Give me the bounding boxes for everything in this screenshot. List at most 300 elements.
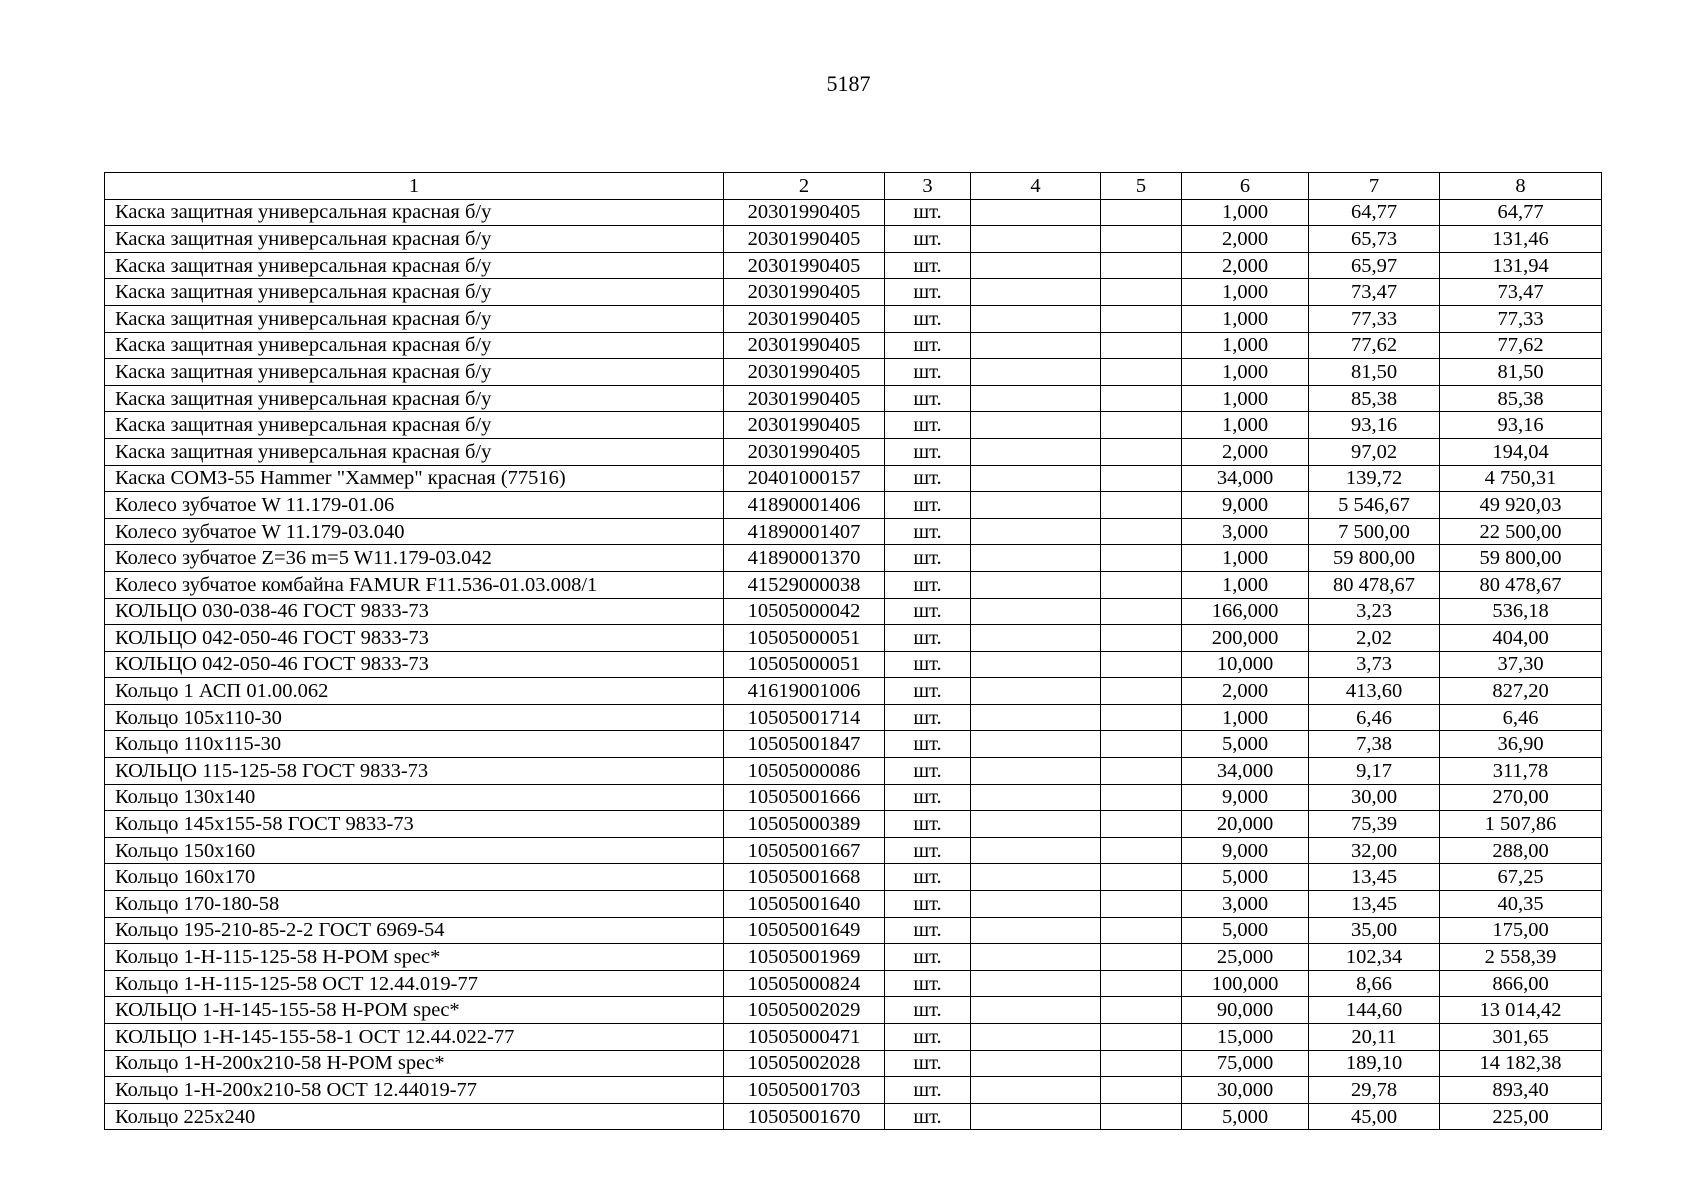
cell-quantity: 3,000: [1182, 518, 1309, 545]
cell-sum: 80 478,67: [1440, 571, 1602, 598]
table-row: [105, 359, 1602, 386]
cell-sum: 536,18: [1440, 598, 1602, 625]
table-row: [105, 571, 1602, 598]
cell-unit: шт.: [885, 465, 971, 492]
column-header: 7: [1309, 173, 1440, 200]
cell-code: 41890001407: [724, 518, 885, 545]
cell-sum: 77,62: [1440, 332, 1602, 359]
cell-col4: [971, 226, 1101, 253]
cell-col5: [1101, 1077, 1182, 1104]
cell-name: Кольцо 110х115-30: [105, 731, 724, 758]
cell-price: 97,02: [1309, 438, 1440, 465]
cell-name: Каска защитная универсальная красная б/у: [105, 412, 724, 439]
cell-col5: [1101, 758, 1182, 785]
cell-col5: [1101, 1103, 1182, 1130]
cell-col5: [1101, 279, 1182, 306]
cell-unit: шт.: [885, 305, 971, 332]
cell-quantity: 200,000: [1182, 625, 1309, 652]
cell-col5: [1101, 518, 1182, 545]
cell-col4: [971, 1050, 1101, 1077]
cell-col5: [1101, 997, 1182, 1024]
cell-price: 13,45: [1309, 891, 1440, 918]
cell-quantity: 15,000: [1182, 1024, 1309, 1051]
cell-quantity: 2,000: [1182, 678, 1309, 705]
cell-code: 10505000824: [724, 970, 885, 997]
cell-price: 6,46: [1309, 704, 1440, 731]
cell-col4: [971, 598, 1101, 625]
table-row: [105, 625, 1602, 652]
cell-name: Кольцо 1-Н-115-125-58 ОСТ 12.44.019-77: [105, 970, 724, 997]
cell-unit: шт.: [885, 891, 971, 918]
cell-price: 102,34: [1309, 944, 1440, 971]
cell-sum: 40,35: [1440, 891, 1602, 918]
cell-unit: шт.: [885, 226, 971, 253]
cell-sum: 404,00: [1440, 625, 1602, 652]
cell-quantity: 5,000: [1182, 917, 1309, 944]
cell-price: 9,17: [1309, 758, 1440, 785]
cell-sum: 49 920,03: [1440, 492, 1602, 519]
cell-name: Кольцо 1-Н-200х210-58 ОСТ 12.44019-77: [105, 1077, 724, 1104]
cell-col5: [1101, 226, 1182, 253]
cell-col4: [971, 279, 1101, 306]
cell-code: 10505000389: [724, 811, 885, 838]
cell-col4: [971, 1077, 1101, 1104]
cell-col4: [971, 731, 1101, 758]
cell-unit: шт.: [885, 1024, 971, 1051]
cell-sum: 893,40: [1440, 1077, 1602, 1104]
cell-unit: шт.: [885, 678, 971, 705]
cell-unit: шт.: [885, 492, 971, 519]
cell-price: 93,16: [1309, 412, 1440, 439]
cell-code: 20301990405: [724, 226, 885, 253]
cell-col5: [1101, 1024, 1182, 1051]
cell-quantity: 10,000: [1182, 651, 1309, 678]
table-row: [105, 465, 1602, 492]
cell-unit: шт.: [885, 412, 971, 439]
cell-sum: 36,90: [1440, 731, 1602, 758]
cell-code: 20301990405: [724, 438, 885, 465]
column-header: 2: [724, 173, 885, 200]
cell-sum: 81,50: [1440, 359, 1602, 386]
cell-name: Кольцо 1-Н-200х210-58 Н-РОМ spec*: [105, 1050, 724, 1077]
table-row: [105, 997, 1602, 1024]
cell-sum: 311,78: [1440, 758, 1602, 785]
cell-quantity: 1,000: [1182, 385, 1309, 412]
cell-col4: [971, 784, 1101, 811]
table-row: [105, 226, 1602, 253]
cell-code: 10505000086: [724, 758, 885, 785]
cell-unit: шт.: [885, 545, 971, 572]
cell-col4: [971, 1103, 1101, 1130]
cell-col4: [971, 412, 1101, 439]
cell-unit: шт.: [885, 385, 971, 412]
cell-col4: [971, 678, 1101, 705]
cell-code: 10505000042: [724, 598, 885, 625]
cell-code: 10505000051: [724, 625, 885, 652]
cell-price: 64,77: [1309, 199, 1440, 226]
cell-col5: [1101, 199, 1182, 226]
column-header: 6: [1182, 173, 1309, 200]
cell-name: Каска защитная универсальная красная б/у: [105, 385, 724, 412]
cell-col5: [1101, 252, 1182, 279]
cell-col5: [1101, 625, 1182, 652]
cell-unit: шт.: [885, 518, 971, 545]
table-row: [105, 332, 1602, 359]
table-row: [105, 1103, 1602, 1130]
cell-col5: [1101, 545, 1182, 572]
cell-unit: шт.: [885, 970, 971, 997]
cell-code: 10505001649: [724, 917, 885, 944]
cell-price: 75,39: [1309, 811, 1440, 838]
cell-quantity: 9,000: [1182, 784, 1309, 811]
cell-price: 32,00: [1309, 837, 1440, 864]
cell-unit: шт.: [885, 864, 971, 891]
table-row: [105, 279, 1602, 306]
cell-code: 10505001969: [724, 944, 885, 971]
cell-quantity: 1,000: [1182, 279, 1309, 306]
cell-quantity: 1,000: [1182, 199, 1309, 226]
cell-unit: шт.: [885, 944, 971, 971]
cell-price: 45,00: [1309, 1103, 1440, 1130]
cell-code: 41890001406: [724, 492, 885, 519]
cell-col4: [971, 837, 1101, 864]
cell-quantity: 5,000: [1182, 864, 1309, 891]
cell-name: КОЛЬЦО 1-Н-145-155-58 Н-РОМ spec*: [105, 997, 724, 1024]
table-row: [105, 758, 1602, 785]
cell-code: 10505002028: [724, 1050, 885, 1077]
table-body: [105, 199, 1602, 1130]
cell-unit: шт.: [885, 252, 971, 279]
cell-price: 65,73: [1309, 226, 1440, 253]
cell-code: 20301990405: [724, 252, 885, 279]
cell-unit: шт.: [885, 625, 971, 652]
cell-col5: [1101, 385, 1182, 412]
cell-sum: 225,00: [1440, 1103, 1602, 1130]
cell-col5: [1101, 917, 1182, 944]
cell-quantity: 1,000: [1182, 332, 1309, 359]
table-row: [105, 678, 1602, 705]
cell-code: 10505001640: [724, 891, 885, 918]
column-header: 8: [1440, 173, 1602, 200]
cell-sum: 827,20: [1440, 678, 1602, 705]
cell-price: 7,38: [1309, 731, 1440, 758]
cell-unit: шт.: [885, 811, 971, 838]
cell-unit: шт.: [885, 1103, 971, 1130]
cell-col5: [1101, 811, 1182, 838]
cell-col5: [1101, 864, 1182, 891]
cell-unit: шт.: [885, 997, 971, 1024]
cell-price: 59 800,00: [1309, 545, 1440, 572]
table-row: [105, 199, 1602, 226]
cell-code: 10505001714: [724, 704, 885, 731]
cell-quantity: 1,000: [1182, 305, 1309, 332]
column-header: 1: [105, 173, 724, 200]
cell-col5: [1101, 944, 1182, 971]
cell-col4: [971, 891, 1101, 918]
table-row: [105, 704, 1602, 731]
cell-code: 10505001703: [724, 1077, 885, 1104]
cell-code: 10505001666: [724, 784, 885, 811]
cell-code: 41529000038: [724, 571, 885, 598]
cell-quantity: 20,000: [1182, 811, 1309, 838]
cell-price: 413,60: [1309, 678, 1440, 705]
cell-name: Кольцо 150х160: [105, 837, 724, 864]
cell-name: Кольцо 195-210-85-2-2 ГОСТ 6969-54: [105, 917, 724, 944]
cell-sum: 77,33: [1440, 305, 1602, 332]
cell-code: 10505001668: [724, 864, 885, 891]
cell-name: Каска защитная универсальная красная б/у: [105, 226, 724, 253]
cell-name: КОЛЬЦО 115-125-58 ГОСТ 9833-73: [105, 758, 724, 785]
page-number: 5187: [826, 71, 871, 96]
cell-name: Кольцо 145х155-58 ГОСТ 9833-73: [105, 811, 724, 838]
cell-col4: [971, 651, 1101, 678]
cell-unit: шт.: [885, 571, 971, 598]
cell-sum: 13 014,42: [1440, 997, 1602, 1024]
cell-sum: 270,00: [1440, 784, 1602, 811]
cell-unit: шт.: [885, 651, 971, 678]
cell-col4: [971, 704, 1101, 731]
cell-col5: [1101, 651, 1182, 678]
cell-col4: [971, 385, 1101, 412]
cell-name: Кольцо 130х140: [105, 784, 724, 811]
cell-name: Каска защитная универсальная красная б/у: [105, 199, 724, 226]
table-row: [105, 917, 1602, 944]
table-row: [105, 412, 1602, 439]
cell-unit: шт.: [885, 1077, 971, 1104]
cell-col4: [971, 252, 1101, 279]
cell-name: Колесо зубчатое Z=36 m=5 W11.179-03.042: [105, 545, 724, 572]
table-row: [105, 438, 1602, 465]
cell-col5: [1101, 412, 1182, 439]
cell-code: 10505000051: [724, 651, 885, 678]
cell-quantity: 90,000: [1182, 997, 1309, 1024]
cell-name: Кольцо 1-Н-115-125-58 Н-РОМ spec*: [105, 944, 724, 971]
cell-col5: [1101, 305, 1182, 332]
cell-name: Каска защитная универсальная красная б/у: [105, 252, 724, 279]
cell-quantity: 9,000: [1182, 492, 1309, 519]
cell-col4: [971, 625, 1101, 652]
cell-quantity: 1,000: [1182, 704, 1309, 731]
cell-col4: [971, 970, 1101, 997]
cell-name: Колесо зубчатое W 11.179-03.040: [105, 518, 724, 545]
cell-name: Каска СОМЗ-55 Hammer "Хаммер" красная (77516): [105, 465, 724, 492]
table-row: [105, 891, 1602, 918]
cell-name: Кольцо 170-180-58: [105, 891, 724, 918]
cell-unit: шт.: [885, 279, 971, 306]
cell-sum: 73,47: [1440, 279, 1602, 306]
cell-col5: [1101, 1050, 1182, 1077]
cell-name: Колесо зубчатое W 11.179-01.06: [105, 492, 724, 519]
cell-sum: 301,65: [1440, 1024, 1602, 1051]
cell-col5: [1101, 837, 1182, 864]
table-row: [105, 252, 1602, 279]
cell-col4: [971, 758, 1101, 785]
table-row: [105, 492, 1602, 519]
table-row: [105, 651, 1602, 678]
cell-col4: [971, 438, 1101, 465]
cell-quantity: 2,000: [1182, 226, 1309, 253]
cell-col5: [1101, 970, 1182, 997]
cell-sum: 175,00: [1440, 917, 1602, 944]
cell-price: 85,38: [1309, 385, 1440, 412]
cell-unit: шт.: [885, 598, 971, 625]
cell-price: 77,33: [1309, 305, 1440, 332]
cell-quantity: 1,000: [1182, 571, 1309, 598]
cell-col4: [971, 199, 1101, 226]
cell-sum: 4 750,31: [1440, 465, 1602, 492]
cell-quantity: 3,000: [1182, 891, 1309, 918]
cell-code: 20401000157: [724, 465, 885, 492]
cell-col5: [1101, 891, 1182, 918]
cell-code: 20301990405: [724, 199, 885, 226]
cell-code: 10505002029: [724, 997, 885, 1024]
cell-sum: 2 558,39: [1440, 944, 1602, 971]
cell-name: Каска защитная универсальная красная б/у: [105, 359, 724, 386]
cell-sum: 288,00: [1440, 837, 1602, 864]
cell-price: 144,60: [1309, 997, 1440, 1024]
cell-quantity: 34,000: [1182, 758, 1309, 785]
cell-quantity: 9,000: [1182, 837, 1309, 864]
table-row: [105, 864, 1602, 891]
cell-col5: [1101, 571, 1182, 598]
cell-name: КОЛЬЦО 042-050-46 ГОСТ 9833-73: [105, 651, 724, 678]
cell-price: 2,02: [1309, 625, 1440, 652]
cell-name: Колесо зубчатое комбайна FAMUR F11.536-01.03.008/1: [105, 571, 724, 598]
cell-col4: [971, 864, 1101, 891]
cell-price: 29,78: [1309, 1077, 1440, 1104]
cell-price: 3,23: [1309, 598, 1440, 625]
cell-col4: [971, 1024, 1101, 1051]
cell-price: 81,50: [1309, 359, 1440, 386]
inventory-table: [104, 172, 1602, 1130]
cell-sum: 6,46: [1440, 704, 1602, 731]
cell-sum: 67,25: [1440, 864, 1602, 891]
cell-unit: шт.: [885, 784, 971, 811]
cell-sum: 194,04: [1440, 438, 1602, 465]
cell-code: 10505000471: [724, 1024, 885, 1051]
cell-price: 20,11: [1309, 1024, 1440, 1051]
cell-col4: [971, 917, 1101, 944]
cell-name: Кольцо 105х110-30: [105, 704, 724, 731]
cell-col4: [971, 492, 1101, 519]
cell-name: КОЛЬЦО 030-038-46 ГОСТ 9833-73: [105, 598, 724, 625]
table-row: [105, 811, 1602, 838]
cell-col5: [1101, 704, 1182, 731]
cell-col5: [1101, 598, 1182, 625]
cell-name: КОЛЬЦО 042-050-46 ГОСТ 9833-73: [105, 625, 724, 652]
cell-sum: 93,16: [1440, 412, 1602, 439]
table-row: [105, 731, 1602, 758]
cell-quantity: 100,000: [1182, 970, 1309, 997]
cell-unit: шт.: [885, 359, 971, 386]
cell-price: 7 500,00: [1309, 518, 1440, 545]
cell-price: 30,00: [1309, 784, 1440, 811]
cell-sum: 131,46: [1440, 226, 1602, 253]
cell-unit: шт.: [885, 758, 971, 785]
cell-col4: [971, 997, 1101, 1024]
table-row: [105, 385, 1602, 412]
cell-col4: [971, 571, 1101, 598]
table-row: [105, 598, 1602, 625]
table-row: [105, 1077, 1602, 1104]
cell-price: 189,10: [1309, 1050, 1440, 1077]
cell-sum: 131,94: [1440, 252, 1602, 279]
cell-name: Кольцо 160х170: [105, 864, 724, 891]
cell-quantity: 166,000: [1182, 598, 1309, 625]
cell-sum: 64,77: [1440, 199, 1602, 226]
column-header: 3: [885, 173, 971, 200]
cell-sum: 866,00: [1440, 970, 1602, 997]
cell-unit: шт.: [885, 837, 971, 864]
cell-code: 41619001006: [724, 678, 885, 705]
cell-col4: [971, 465, 1101, 492]
cell-price: 73,47: [1309, 279, 1440, 306]
cell-col5: [1101, 784, 1182, 811]
cell-price: 77,62: [1309, 332, 1440, 359]
cell-col4: [971, 359, 1101, 386]
cell-col4: [971, 811, 1101, 838]
table-row: [105, 944, 1602, 971]
cell-col5: [1101, 465, 1182, 492]
cell-col4: [971, 305, 1101, 332]
cell-quantity: 75,000: [1182, 1050, 1309, 1077]
cell-col5: [1101, 438, 1182, 465]
table-row: [105, 970, 1602, 997]
cell-name: Каска защитная универсальная красная б/у: [105, 279, 724, 306]
table-row: [105, 545, 1602, 572]
cell-col5: [1101, 731, 1182, 758]
cell-code: 10505001847: [724, 731, 885, 758]
cell-col4: [971, 944, 1101, 971]
column-header: 5: [1101, 173, 1182, 200]
cell-quantity: 30,000: [1182, 1077, 1309, 1104]
cell-quantity: 1,000: [1182, 412, 1309, 439]
cell-quantity: 25,000: [1182, 944, 1309, 971]
cell-sum: 59 800,00: [1440, 545, 1602, 572]
cell-quantity: 5,000: [1182, 731, 1309, 758]
cell-col5: [1101, 359, 1182, 386]
cell-name: Каска защитная универсальная красная б/у: [105, 305, 724, 332]
cell-col5: [1101, 678, 1182, 705]
cell-col4: [971, 545, 1101, 572]
cell-price: 5 546,67: [1309, 492, 1440, 519]
cell-unit: шт.: [885, 704, 971, 731]
cell-col5: [1101, 332, 1182, 359]
cell-code: 10505001670: [724, 1103, 885, 1130]
cell-price: 65,97: [1309, 252, 1440, 279]
cell-unit: шт.: [885, 438, 971, 465]
cell-quantity: 5,000: [1182, 1103, 1309, 1130]
cell-price: 3,73: [1309, 651, 1440, 678]
cell-price: 35,00: [1309, 917, 1440, 944]
table-row: [105, 784, 1602, 811]
cell-quantity: 1,000: [1182, 545, 1309, 572]
cell-code: 20301990405: [724, 359, 885, 386]
cell-name: КОЛЬЦО 1-Н-145-155-58-1 ОСТ 12.44.022-77: [105, 1024, 724, 1051]
cell-unit: шт.: [885, 1050, 971, 1077]
cell-unit: шт.: [885, 332, 971, 359]
cell-code: 20301990405: [724, 385, 885, 412]
cell-unit: шт.: [885, 917, 971, 944]
cell-name: Каска защитная универсальная красная б/у: [105, 332, 724, 359]
cell-code: 20301990405: [724, 332, 885, 359]
table-row: [105, 837, 1602, 864]
column-header: 4: [971, 173, 1101, 200]
cell-unit: шт.: [885, 199, 971, 226]
cell-price: 80 478,67: [1309, 571, 1440, 598]
cell-price: 139,72: [1309, 465, 1440, 492]
cell-col5: [1101, 492, 1182, 519]
